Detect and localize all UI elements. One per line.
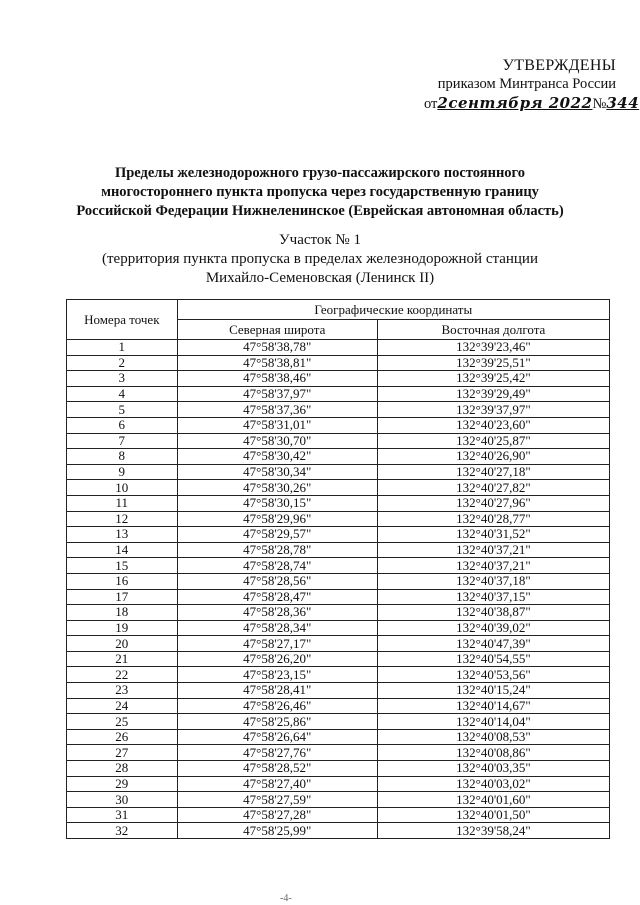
table-row xyxy=(67,386,610,402)
longitude-cell: 132°40'03,35" xyxy=(377,761,609,777)
point-number: 11 xyxy=(67,495,178,511)
table-row xyxy=(67,449,610,465)
handwritten-date: 2сентября 2022 xyxy=(437,94,593,112)
longitude-cell: 132°40'23,60" xyxy=(377,417,609,433)
point-number: 2 xyxy=(67,355,178,371)
table-row xyxy=(67,573,610,589)
table-row xyxy=(67,433,610,449)
latitude-cell: 47°58'28,36" xyxy=(177,605,377,621)
header-latitude: Северная широта xyxy=(177,320,377,340)
section-heading xyxy=(60,231,580,288)
handwritten-number: 344 xyxy=(606,94,640,112)
longitude-cell: 132°40'14,67" xyxy=(377,698,609,714)
latitude-cell: 47°58'25,86" xyxy=(177,714,377,730)
point-number: 16 xyxy=(67,573,178,589)
table-row xyxy=(67,714,610,730)
header-geo-coordinates: Географические координаты xyxy=(177,300,609,320)
longitude-cell: 132°40'53,56" xyxy=(377,667,609,683)
point-number: 20 xyxy=(67,636,178,652)
longitude-cell: 132°40'47,39" xyxy=(377,636,609,652)
page-footer-mark: -4- xyxy=(280,893,292,904)
longitude-cell: 132°40'27,82" xyxy=(377,480,609,496)
table-row xyxy=(67,776,610,792)
point-number: 19 xyxy=(67,620,178,636)
longitude-cell: 132°40'03,02" xyxy=(377,776,609,792)
title-line: Пределы железнодорожного грузо-пассажирского постоянного xyxy=(114,165,526,181)
table-row xyxy=(67,402,610,418)
longitude-cell: 132°39'25,42" xyxy=(377,371,609,387)
longitude-cell: 132°40'26,90" xyxy=(377,449,609,465)
point-number: 23 xyxy=(67,683,178,699)
longitude-cell: 132°40'37,18" xyxy=(377,573,609,589)
table-body xyxy=(67,340,610,839)
date-prefix: от xyxy=(424,96,438,112)
section-desc-line: Михайло-Семеновская (Ленинск II) xyxy=(205,270,435,286)
table-row xyxy=(67,355,610,371)
longitude-cell: 132°40'27,96" xyxy=(377,495,609,511)
table-row xyxy=(67,683,610,699)
table-row xyxy=(67,745,610,761)
latitude-cell: 47°58'26,64" xyxy=(177,729,377,745)
longitude-cell: 132°40'31,52" xyxy=(377,527,609,543)
point-number: 24 xyxy=(67,698,178,714)
point-number: 21 xyxy=(67,651,178,667)
longitude-cell: 132°40'15,24" xyxy=(377,683,609,699)
table-row xyxy=(67,558,610,574)
latitude-cell: 47°58'26,20" xyxy=(177,651,377,667)
table-row xyxy=(67,589,610,605)
approval-date-line xyxy=(420,94,640,114)
latitude-cell: 47°58'23,15" xyxy=(177,667,377,683)
point-number: 6 xyxy=(67,417,178,433)
table-row xyxy=(67,605,610,621)
table-row xyxy=(67,620,610,636)
table-row xyxy=(67,807,610,823)
longitude-cell: 132°39'58,24" xyxy=(377,823,609,839)
point-number: 5 xyxy=(67,402,178,418)
coordinates-table xyxy=(66,299,610,839)
point-number: 7 xyxy=(67,433,178,449)
longitude-cell: 132°40'39,02" xyxy=(377,620,609,636)
longitude-cell: 132°40'01,50" xyxy=(377,807,609,823)
point-number: 9 xyxy=(67,464,178,480)
point-number: 32 xyxy=(67,823,178,839)
latitude-cell: 47°58'30,26" xyxy=(177,480,377,496)
longitude-cell: 132°40'37,21" xyxy=(377,558,609,574)
latitude-cell: 47°58'27,59" xyxy=(177,792,377,808)
title-line: многостороннего пункта пропуска через государственную границу xyxy=(101,184,539,200)
longitude-cell: 132°40'01,60" xyxy=(377,792,609,808)
longitude-cell: 132°40'08,53" xyxy=(377,729,609,745)
point-number: 29 xyxy=(67,776,178,792)
table-row xyxy=(67,542,610,558)
longitude-cell: 132°39'37,97" xyxy=(377,402,609,418)
table-row xyxy=(67,417,610,433)
table-row xyxy=(67,636,610,652)
number-prefix: № xyxy=(592,96,607,112)
table-row xyxy=(67,527,610,543)
header-points: Номера точек xyxy=(67,300,178,340)
latitude-cell: 47°58'28,34" xyxy=(177,620,377,636)
table-row xyxy=(67,729,610,745)
latitude-cell: 47°58'38,81" xyxy=(177,355,377,371)
point-number: 17 xyxy=(67,589,178,605)
latitude-cell: 47°58'27,28" xyxy=(177,807,377,823)
table-row xyxy=(67,340,610,356)
latitude-cell: 47°58'28,74" xyxy=(177,558,377,574)
table-row xyxy=(67,823,610,839)
latitude-cell: 47°58'38,78" xyxy=(177,340,377,356)
latitude-cell: 47°58'25,99" xyxy=(177,823,377,839)
table-row xyxy=(67,371,610,387)
longitude-cell: 132°40'08,86" xyxy=(377,745,609,761)
approval-heading: УТВЕРЖДЕНЫ xyxy=(502,57,616,74)
longitude-cell: 132°40'14,04" xyxy=(377,714,609,730)
latitude-cell: 47°58'30,42" xyxy=(177,449,377,465)
latitude-cell: 47°58'37,97" xyxy=(177,386,377,402)
longitude-cell: 132°40'38,87" xyxy=(377,605,609,621)
point-number: 22 xyxy=(67,667,178,683)
point-number: 25 xyxy=(67,714,178,730)
document-title xyxy=(60,164,580,221)
point-number: 15 xyxy=(67,558,178,574)
point-number: 3 xyxy=(67,371,178,387)
point-number: 31 xyxy=(67,807,178,823)
longitude-cell: 132°40'37,21" xyxy=(377,542,609,558)
latitude-cell: 47°58'38,46" xyxy=(177,371,377,387)
latitude-cell: 47°58'28,47" xyxy=(177,589,377,605)
longitude-cell: 132°39'25,51" xyxy=(377,355,609,371)
latitude-cell: 47°58'26,46" xyxy=(177,698,377,714)
point-number: 13 xyxy=(67,527,178,543)
latitude-cell: 47°58'29,96" xyxy=(177,511,377,527)
approval-block xyxy=(420,56,640,114)
latitude-cell: 47°58'29,57" xyxy=(177,527,377,543)
point-number: 30 xyxy=(67,792,178,808)
table-row xyxy=(67,464,610,480)
table-row xyxy=(67,511,610,527)
latitude-cell: 47°58'27,17" xyxy=(177,636,377,652)
longitude-cell: 132°40'37,15" xyxy=(377,589,609,605)
point-number: 14 xyxy=(67,542,178,558)
latitude-cell: 47°58'27,40" xyxy=(177,776,377,792)
point-number: 10 xyxy=(67,480,178,496)
table-row xyxy=(67,761,610,777)
latitude-cell: 47°58'30,34" xyxy=(177,464,377,480)
latitude-cell: 47°58'30,15" xyxy=(177,495,377,511)
point-number: 8 xyxy=(67,449,178,465)
latitude-cell: 47°58'28,41" xyxy=(177,683,377,699)
table-row xyxy=(67,698,610,714)
point-number: 28 xyxy=(67,761,178,777)
longitude-cell: 132°40'28,77" xyxy=(377,511,609,527)
section-name: Участок № 1 xyxy=(279,232,361,248)
longitude-cell: 132°39'23,46" xyxy=(377,340,609,356)
table-row xyxy=(67,495,610,511)
point-number: 27 xyxy=(67,745,178,761)
header-longitude: Восточная долгота xyxy=(377,320,609,340)
point-number: 18 xyxy=(67,605,178,621)
longitude-cell: 132°39'29,49" xyxy=(377,386,609,402)
point-number: 4 xyxy=(67,386,178,402)
approval-order-line: приказом Минтранса России xyxy=(437,76,616,92)
longitude-cell: 132°40'54,55" xyxy=(377,651,609,667)
latitude-cell: 47°58'28,52" xyxy=(177,761,377,777)
table-row xyxy=(67,667,610,683)
latitude-cell: 47°58'30,70" xyxy=(177,433,377,449)
table-row xyxy=(67,651,610,667)
title-line: Российской Федерации Нижнеленинское (Еврейская автономная область) xyxy=(76,203,564,219)
latitude-cell: 47°58'28,56" xyxy=(177,573,377,589)
longitude-cell: 132°40'25,87" xyxy=(377,433,609,449)
point-number: 12 xyxy=(67,511,178,527)
section-desc-line: (территория пункта пропуска в пределах железнодорожной станции xyxy=(101,251,538,267)
longitude-cell: 132°40'27,18" xyxy=(377,464,609,480)
latitude-cell: 47°58'27,76" xyxy=(177,745,377,761)
latitude-cell: 47°58'31,01" xyxy=(177,417,377,433)
latitude-cell: 47°58'28,78" xyxy=(177,542,377,558)
point-number: 26 xyxy=(67,729,178,745)
point-number: 1 xyxy=(67,340,178,356)
table-row xyxy=(67,480,610,496)
latitude-cell: 47°58'37,36" xyxy=(177,402,377,418)
table-row xyxy=(67,792,610,808)
